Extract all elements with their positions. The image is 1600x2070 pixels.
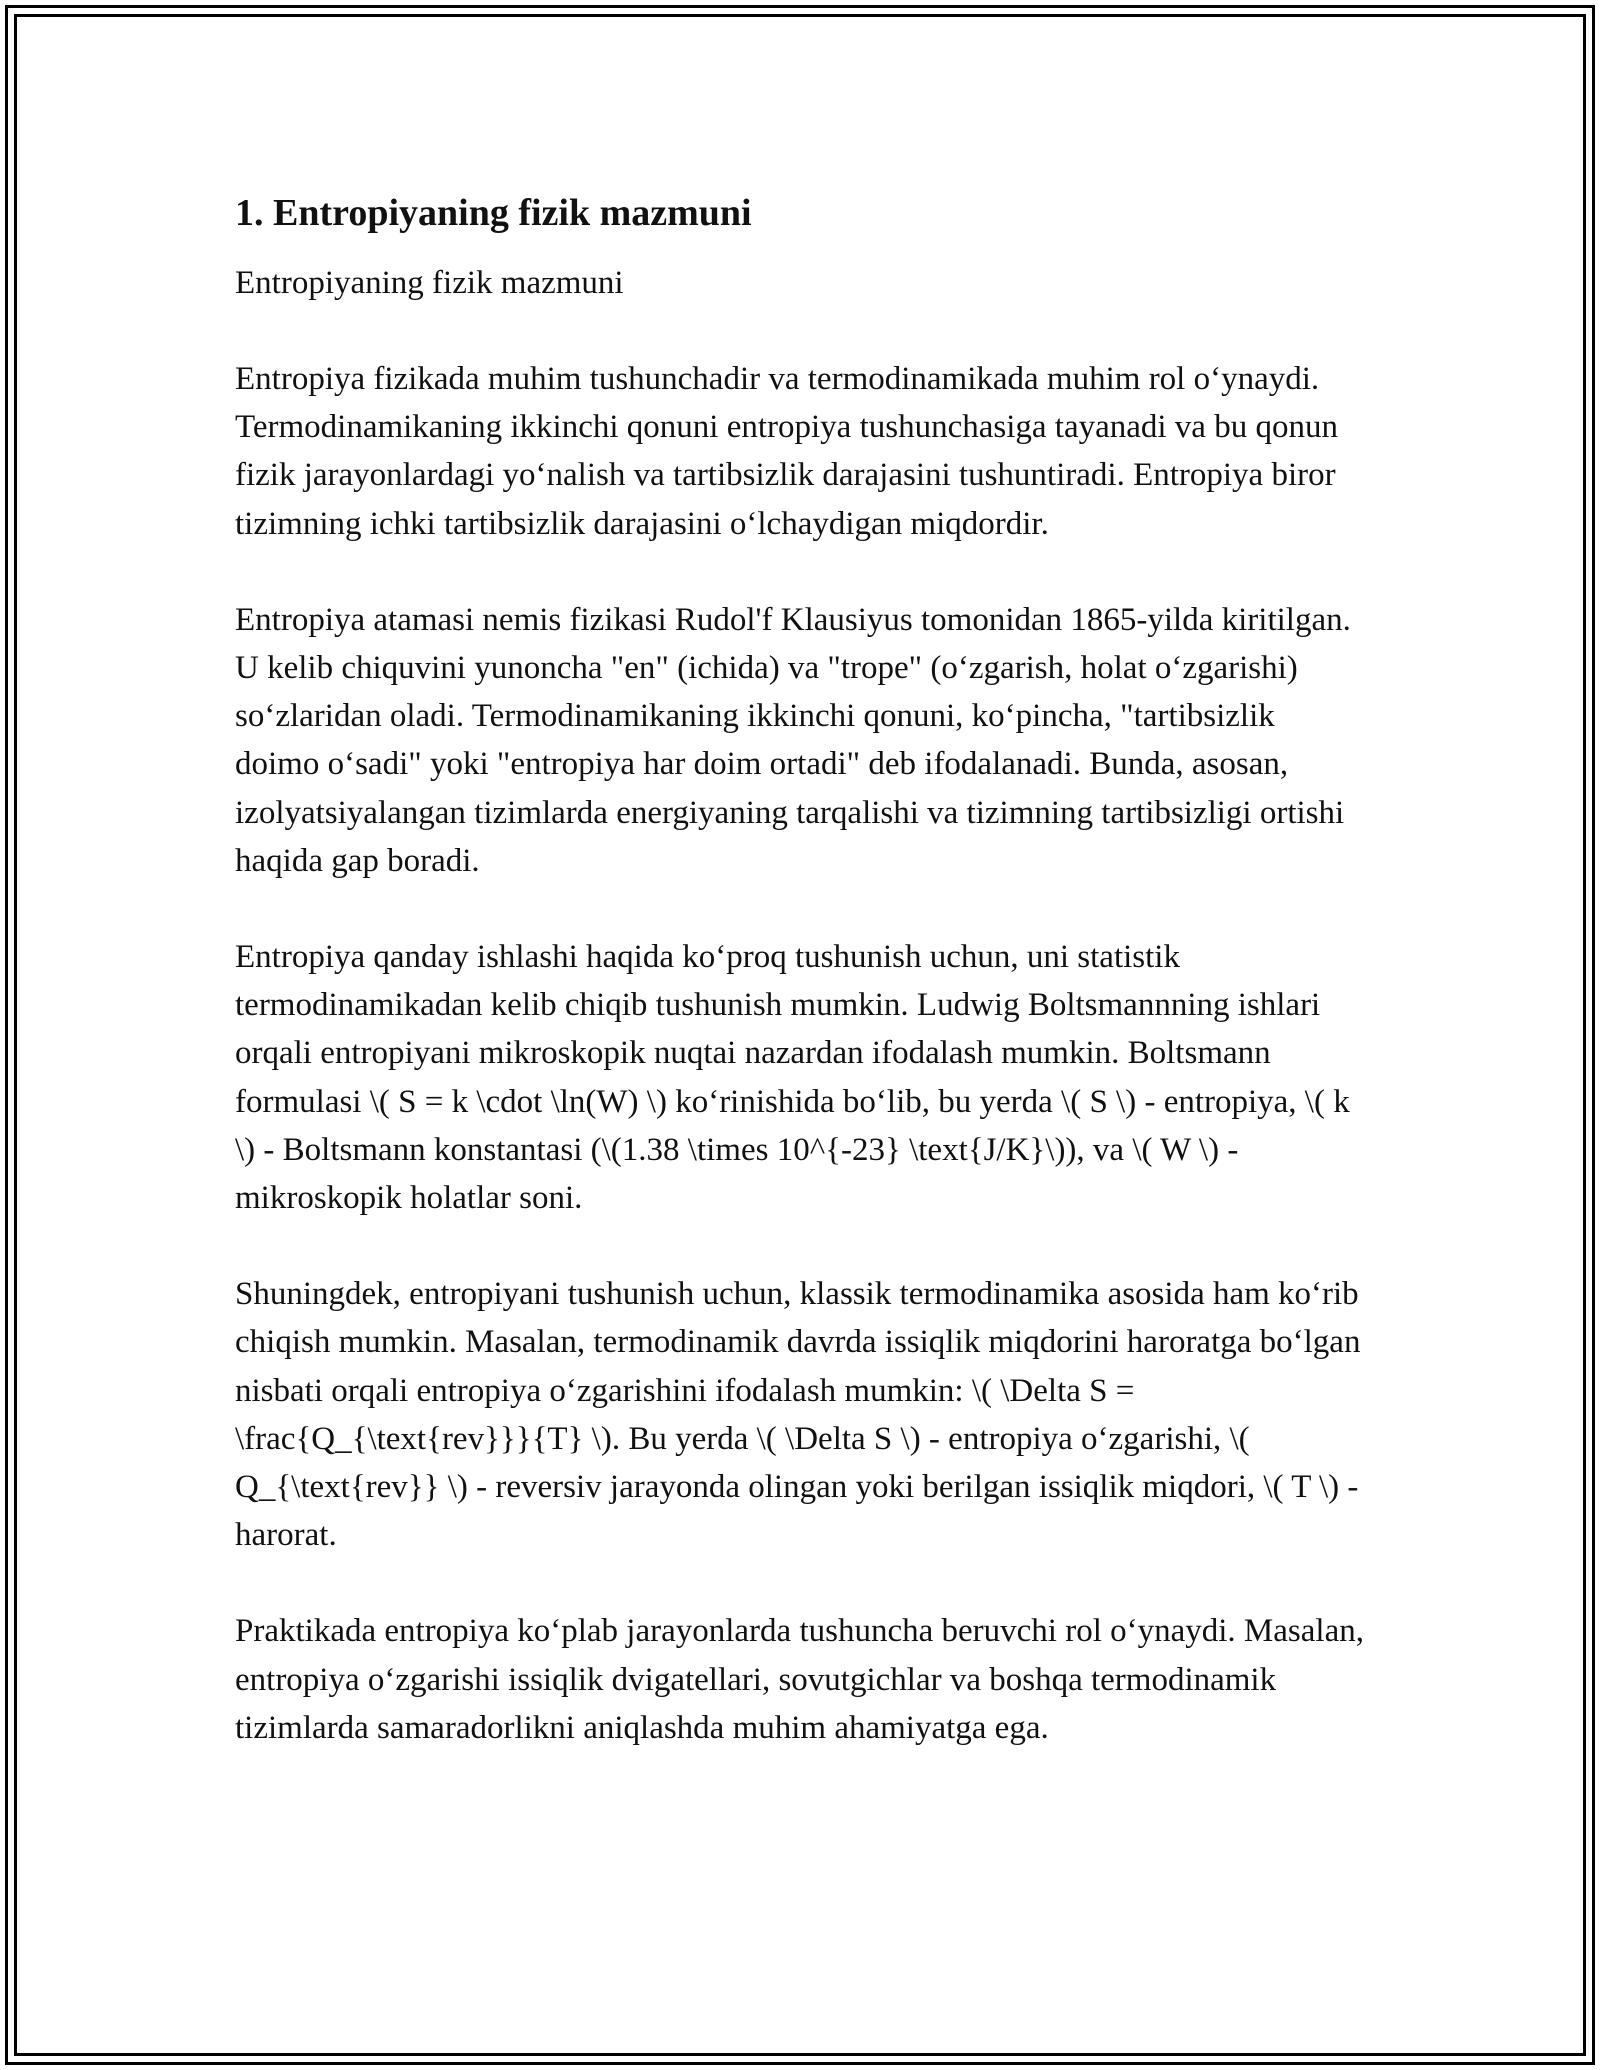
paragraph-intro: Entropiya fizikada muhim tushunchadir va termodinamikada muhim rol o‘ynaydi. Termodinamikaning ikkinchi qonuni entropiya tushunchasiga tayanadi va bu qonun fizik jarayonlardagi yo‘nalish va tartibsizlik darajasini tushuntiradi. Entropiya biror tizimning ichki tartibsizlik darajasini o‘lchaydigan miqdordir. [235,361,1338,542]
paragraph-classical: Shuningdek, entropiyani tushunish uchun, klassik termodinamika asosida ham ko‘rib chiqish mumkin. Masalan, termodinamik davrda issiqlik miqdorini haroratga bo‘lgan nisbati orqali entropiya o‘zgarishini ifodalash mumkin: \( \Delta S = \frac{Q_{\text{rev}}}{T} \). Bu yerda \( \Delta S \) - entropiya o‘zgarishi, \( Q_{\text{rev}} \) - reversiv jarayonda olingan yoki berilgan issiqlik miqdori, \( T \) - harorat. [235,1276,1361,1554]
document-body [235,185,1365,1752]
section-subtitle: Entropiyaning fizik mazmuni [235,265,624,301]
section-heading: 1. Entropiyaning fizik mazmuni [235,192,752,234]
paragraph-practical: Praktikada entropiya ko‘plab jarayonlarda tushuncha beruvchi rol o‘ynaydi. Masalan, entropiya o‘zgarishi issiqlik dvigatellari, sovutgichlar va boshqa termodinamik tizimlarda samaradorlikni aniqlashda muhim ahamiyatga ega. [235,1613,1364,1746]
paragraph-history: Entropiya atamasi nemis fizikasi Rudol'f Klausiyus tomonidan 1865-yilda kiritilgan. U kelib chiquvini yunoncha "en" (ichida) va "trope" (o‘zgarish, holat o‘zgarishi) so‘zlaridan oladi. Termodinamikaning ikkinchi qonuni, ko‘pincha, "tartibsizlik doimo o‘sadi" yoki "entropiya har doim ortadi" deb ifodalanadi. Bunda, asosan, izolyatsiyalangan tizimlarda energiyaning tarqalishi va tizimning tartibsizligi ortishi haqida gap boradi. [235,601,1351,879]
paragraph-statistical: Entropiya qanday ishlashi haqida ko‘proq tushunish uchun, uni statistik termodinamikadan kelib chiqib tushunish mumkin. Ludwig Boltsmannning ishlari orqali entropiyani mikroskopik nuqtai nazardan ifodalash mumkin. Boltsmann formulasi \( S = k \cdot \ln(W) \) ko‘rinishida bo‘lib, bu yerda \( S \) - entropiya, \( k \) - Boltsmann konstantasi (\(1.38 \times 10^{-23} \text{J/K}\)), va \( W \) - mikroskopik holatlar soni. [235,939,1350,1217]
